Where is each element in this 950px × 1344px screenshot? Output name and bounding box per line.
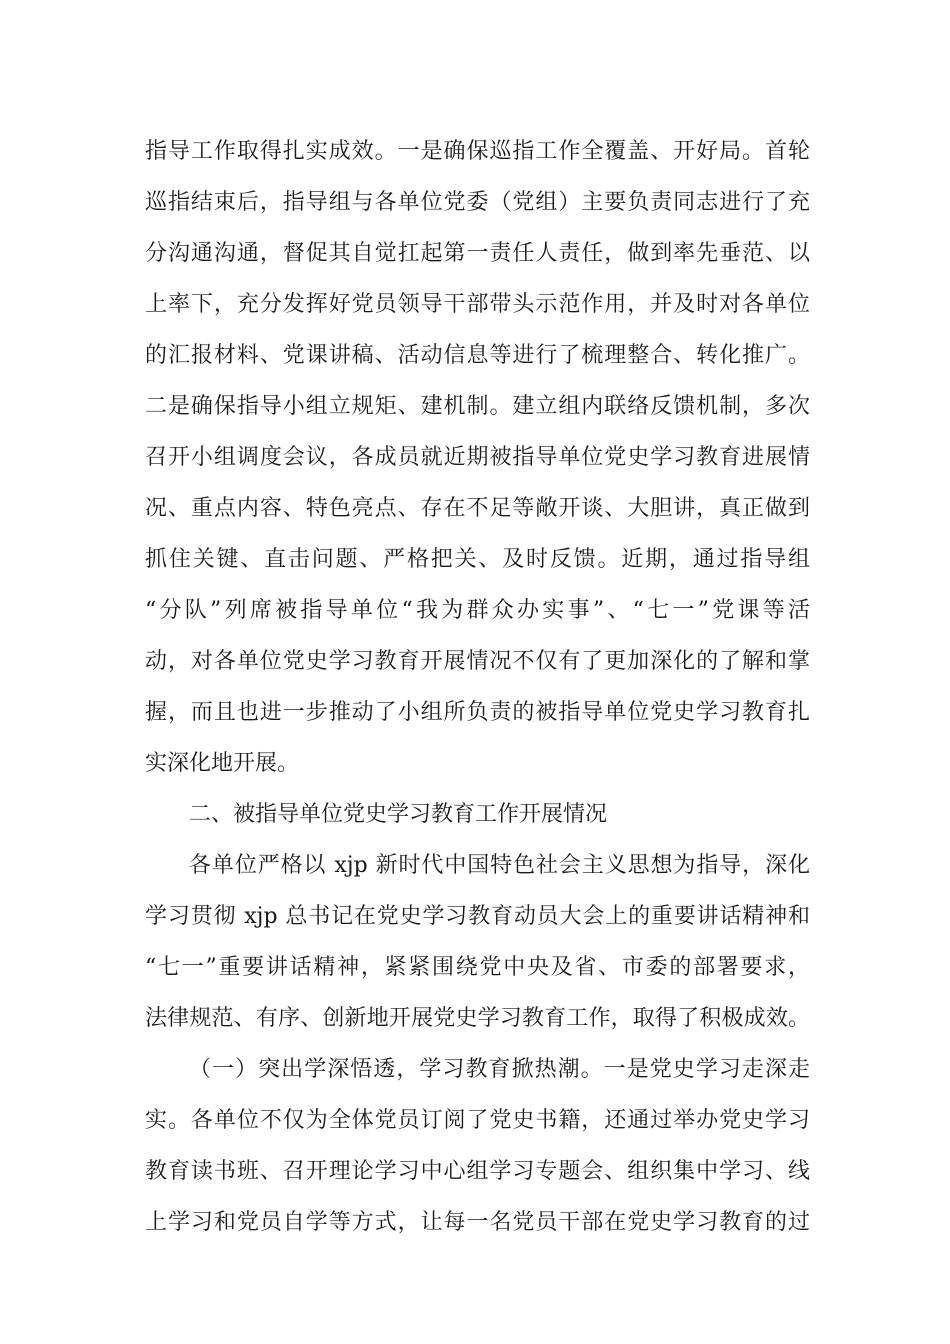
body-text-line: 分沟通沟通，督促其自觉扛起第一责任人责任，做到率先垂范、以 [145, 241, 810, 266]
body-text-line: 教育读书班、召开理论学习中心组学习专题会、组织集中学习、线 [145, 1159, 810, 1184]
body-text-line: 握，而且也进一步推动了小组所负责的被指导单位党史学习教育扎 [145, 700, 810, 725]
body-text-line: 二是确保指导小组立规矩、建机制。建立组内联络反馈机制，多次 [145, 394, 810, 419]
subsection-text-line: （一）突出学深悟透，学习教育掀热潮。一是党史学习走深走 [189, 1057, 810, 1082]
body-text-line: “七一”重要讲话精神，紧紧围绕党中央及省、市委的部署要求， [145, 955, 810, 980]
body-text-line: 各单位严格以 xjp 新时代中国特色社会主义思想为指导，深化 [189, 853, 810, 878]
body-text-line: 召开小组调度会议，各成员就近期被指导单位党史学习教育进展情 [145, 445, 810, 470]
body-text-line: 动，对各单位党史学习教育开展情况不仅有了更加深化的了解和掌 [145, 649, 810, 674]
body-text-line: 的汇报材料、党课讲稿、活动信息等进行了梳理整合、转化推广。 [145, 343, 810, 368]
body-text-line: 况、重点内容、特色亮点、存在不足等敞开谈、大胆讲，真正做到 [145, 496, 810, 521]
body-text-line: 上学习和党员自学等方式，让每一名党员干部在党史学习教育的过 [145, 1210, 810, 1235]
document-page [145, 126, 810, 1248]
section-heading: 二、被指导单位党史学习教育工作开展情况 [189, 802, 608, 827]
body-text-line: 巡指结束后，指导组与各单位党委（党组）主要负责同志进行了充 [145, 190, 810, 215]
body-text-line: 抓住关键、直击问题、严格把关、及时反馈。近期，通过指导组 [145, 547, 810, 572]
body-text-line: 法律规范、有序、创新地开展党史学习教育工作，取得了积极成效。 [145, 1006, 810, 1031]
body-text-line: “分队”列席被指导单位“我为群众办实事”、“七一”党课等活 [145, 598, 810, 623]
body-text-line: 学习贯彻 xjp 总书记在党史学习教育动员大会上的重要讲话精神和 [145, 904, 810, 929]
body-text-line: 指导工作取得扎实成效。一是确保巡指工作全覆盖、开好局。首轮 [145, 139, 810, 164]
body-text-line: 实。各单位不仅为全体党员订阅了党史书籍，还通过举办党史学习 [145, 1108, 810, 1133]
body-text-line: 上率下，充分发挥好党员领导干部带头示范作用，并及时对各单位 [145, 292, 810, 317]
body-text-line: 实深化地开展。 [145, 751, 300, 776]
